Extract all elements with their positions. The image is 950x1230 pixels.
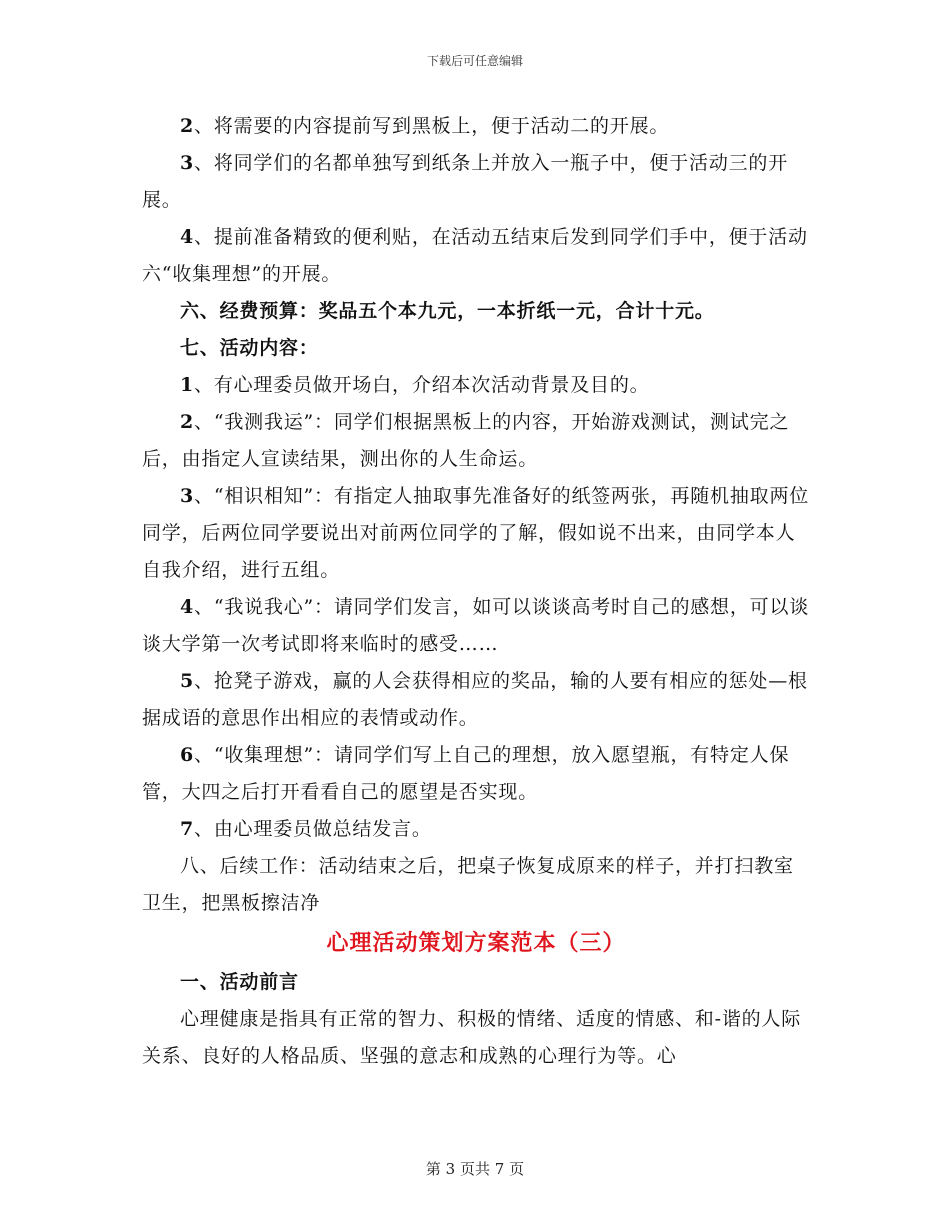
paragraph-activity-3 <box>142 478 810 589</box>
item-text: 、将需要的内容提前写到黑板上，便于活动二的开展。 <box>194 115 670 137</box>
item-text: 、提前准备精致的便利贴，在活动五结束后发到同学们手中，便于活动六“收集理想”的开展。 <box>142 226 808 285</box>
item-number: 4 <box>180 596 195 618</box>
item-number: 2 <box>180 115 195 137</box>
item-text: 、由心理委员做总结发言。 <box>194 818 432 840</box>
activity-content-heading: 七、活动内容： <box>180 337 319 359</box>
item-number: 1 <box>180 374 195 396</box>
intro-paragraph: 心理健康是指具有正常的智力、积极的情绪、适度的情感、和-谐的人际关系、良好的人格品质、坚强的意志和成熟的心理行为等。心 <box>142 1008 802 1067</box>
paragraph-activity-2 <box>142 404 810 478</box>
sub-heading: 一、活动前言 <box>180 971 299 993</box>
item-number: 7 <box>180 818 195 840</box>
paragraph-activity-5 <box>142 663 810 737</box>
paragraph-activity-6 <box>142 737 810 811</box>
paragraph-activity-7 <box>142 811 810 848</box>
item-number: 3 <box>180 152 195 174</box>
item-number: 4 <box>180 226 195 248</box>
page-footer: 第 3 页共 7 页 <box>425 1160 525 1178</box>
paragraph-activity-1 <box>142 367 810 404</box>
item-number: 3 <box>180 485 195 507</box>
item-text: 、将同学们的名都单独写到纸条上并放入一瓶子中，便于活动三的开展。 <box>142 152 789 211</box>
item-number: 6 <box>180 744 195 766</box>
document-body <box>142 108 810 1075</box>
paragraph-prep-4 <box>142 219 810 293</box>
item-text: 、“相识相知”：有指定人抽取事先准备好的纸签两张，再随机抽取两位同学，后两位同学要说出对前两位同学的了解，假如说不出来，由同学本人自我介绍，进行五组。 <box>142 485 810 581</box>
budget-heading: 六、经费预算：奖品五个本九元，一本折纸一元，合计十元。 <box>180 300 715 322</box>
item-number: 5 <box>180 670 195 692</box>
item-text: 、“我测我运”：同学们根据黑板上的内容，开始游戏测试，测试完之后，由指定人宣读结果，测出你的人生命运。 <box>142 411 790 470</box>
paragraph-activity-4 <box>142 589 810 663</box>
item-text: 、“我说我心”：请同学们发言，如可以谈谈高考时自己的感想，可以谈谈大学第一次考试即将来临时的感受…… <box>142 596 810 655</box>
item-text: 、有心理委员做开场白，介绍本次活动背景及目的。 <box>194 374 650 396</box>
followup-paragraph: 八、后续工作：活动结束之后，把桌子恢复成原来的样子，并打扫教室卫生，把黑板擦洁净 <box>142 855 794 914</box>
section-title: 心理活动策划方案范本（三） <box>326 930 626 956</box>
item-text: 、抢凳子游戏，赢的人会获得相应的奖品，输的人要有相应的惩处—根据成语的意思作出相应的表情或动作。 <box>142 670 808 729</box>
item-text: 、“收集理想”：请同学们写上自己的理想，放入愿望瓶，有特定人保管，大四之后打开看看自己的愿望是否实现。 <box>142 744 790 803</box>
page-header: 下载后可任意编辑 <box>426 54 523 68</box>
paragraph-prep-3 <box>142 145 810 219</box>
item-number: 2 <box>180 411 195 433</box>
paragraph-prep-2 <box>142 108 810 145</box>
